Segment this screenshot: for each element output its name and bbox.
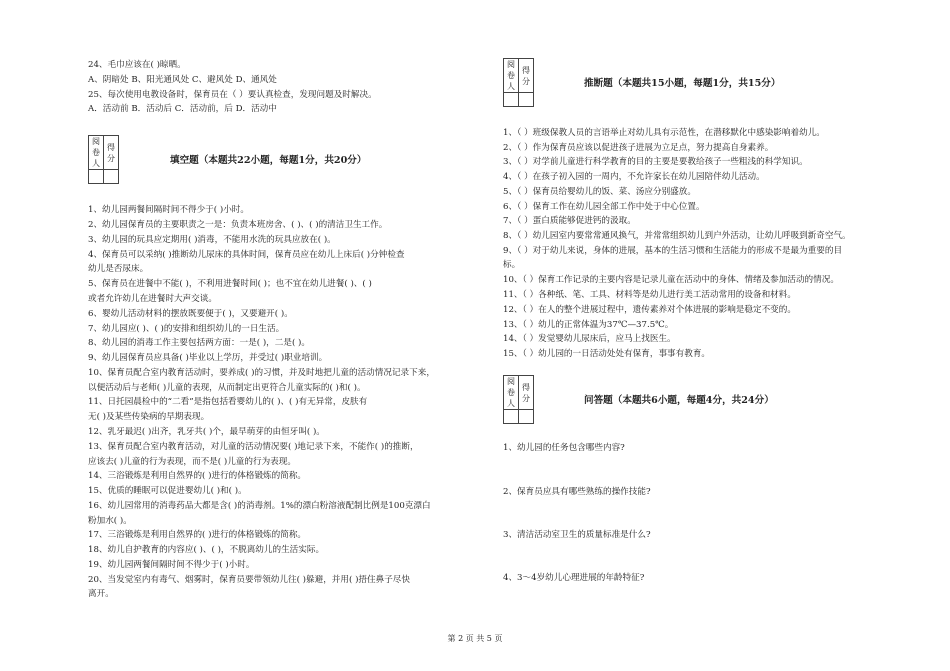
score-box-qa (503, 375, 534, 424)
judge-line: 9、（ ）对于幼儿来说，身体的进展，基本的生活习惯和生活能力的形成不是最为重要的目 (503, 246, 843, 256)
judge-line: 10、（ ）保育工作记录的主要内容是记录儿童在活动中的身体、情绪及参加活动的情况。 (503, 275, 839, 285)
fill-line: 或者允许幼儿在进餐时大声交谈。 (88, 294, 217, 304)
fill-line: 19、幼儿园两餐间隔时间不得少于( )小时。 (88, 560, 255, 570)
fill-line: 3、幼儿园的玩具应定期用( )消毒，不能用水洗的玩具应放在( )。 (88, 235, 336, 245)
qa-line: 4、3～4岁幼儿心理进展的年龄特征? (503, 573, 645, 583)
score-label: 得分 (519, 59, 534, 93)
reviewer-label: 阅卷人 (504, 376, 519, 410)
fill-line: 10、保育员配合室内教育活动时，要养成( )的习惯，并及时地把儿童的活动情况记录下来， (88, 368, 435, 378)
judge-line: 4、（ ）在孩子初入园的一周内，不允许家长在幼儿园陪伴幼儿活动。 (503, 172, 765, 182)
score-box-judge (503, 58, 534, 107)
fill-line: 13、保育员配合室内教育活动，对儿童的活动情况要( )地记录下来，不能作( )的推断， (88, 442, 419, 452)
score-box-fill (88, 135, 119, 184)
qa-line: 2、保育员应具有哪些熟练的操作技能? (503, 487, 651, 497)
fill-line: 应该去( )儿童的行为表现，而不是( )儿童的行为表现。 (88, 457, 296, 467)
judge-line: 6、（ ）保育工作在幼儿园全部工作中处于中心位置。 (503, 202, 705, 212)
judge-line: 5、（ ）保育员给婴幼儿的饭、菜、汤应分别盛放。 (503, 187, 696, 197)
fill-line: 14、三浴锻炼是利用自然界的( )进行的体格锻炼的简称。 (88, 471, 307, 481)
score-cell[interactable] (519, 410, 534, 424)
fill-line: 离开。 (88, 589, 114, 599)
fill-line: 12、乳牙最迟( )出齐，乳牙共( )个，最早萌芽的由恒牙叫( )。 (88, 427, 325, 437)
fill-line: 18、幼儿自护教育的内容应( )、( )，不脱离幼儿的生活实际。 (88, 545, 325, 555)
fill-line: 幼儿是否尿床。 (88, 264, 149, 274)
fill-line: 2、幼儿园保育员的主要职责之一是：负责本班房舍、( )、( )的清洁卫生工作。 (88, 220, 388, 230)
judge-line: 1、（ ）班级保教人员的言语举止对幼儿具有示范性，在潜移默化中感染影响着幼儿。 (503, 128, 825, 138)
fill-line: 1、幼儿园两餐间隔时间不得少于( )小时。 (88, 205, 249, 215)
question-25: 25、每次使用电教设备时，保育员在（ ）要认真检查，发现问题及时解决。 (88, 90, 377, 100)
fill-line: 8、幼儿园的消毒工作主要包括两方面：一是( )，二是( )。 (88, 338, 310, 348)
score-cell[interactable] (519, 93, 534, 107)
section-title-fill: 填空题（本题共22小题，每题1分，共20分） (170, 155, 367, 166)
score-label: 得分 (519, 376, 534, 410)
reviewer-label: 阅卷人 (89, 136, 104, 170)
reviewer-cell[interactable] (89, 170, 104, 184)
judge-line: 12、（ ）在人的整个进展过程中，遗传素养对个体进展的影响是稳定不变的。 (503, 305, 796, 315)
reviewer-label: 阅卷人 (504, 59, 519, 93)
fill-line: 11、日托园晨检中的“二看”是指包括看婴幼儿的( )、( )有无异常，皮肤有 (88, 397, 368, 407)
score-cell[interactable] (104, 170, 119, 184)
fill-line: 5、保育员在进餐中不能( )，不利用进餐时间( )；也不宜在幼儿进餐( )、( ) (88, 279, 372, 289)
section-title-qa: 问答题（本题共6小题，每题4分，共24分） (584, 395, 774, 406)
fill-line: 粉加水( )。 (88, 516, 132, 526)
fill-line: 7、幼儿园应( )、( )的安排和组织幼儿的一日生活。 (88, 324, 285, 334)
judge-line: 标。 (503, 260, 521, 270)
fill-line: 17、三浴锻炼是利用自然界的( )进行的体格锻炼的简称。 (88, 530, 307, 540)
page-footer: 第 2 页 共 5 页 (447, 634, 503, 643)
question-24-options: A、阴暗处 B、阳光通风处 C、避风处 D、通风处 (88, 75, 277, 85)
section-title-judge: 推断题（本题共15小题，每题1分，共15分） (584, 78, 781, 89)
judge-line: 14、（ ）发觉婴幼儿尿床后，应马上找医生。 (503, 334, 676, 344)
fill-line: 9、幼儿园保育员应具备( )毕业以上学历，并受过( )职业培训。 (88, 353, 328, 363)
reviewer-cell[interactable] (504, 93, 519, 107)
fill-line: 20、当发觉室内有毒气、烟雾时，保育员要带领幼儿往( )躲避，并用( )捂住鼻子尽快 (88, 575, 410, 585)
judge-line: 7、（ ）蛋白质能够促进钙的汲取。 (503, 216, 636, 226)
judge-line: 15、（ ）幼儿园的一日活动处处有保育，事事有教育。 (503, 349, 711, 359)
fill-line: 无( )及某些传染病的早期表现。 (88, 412, 210, 422)
fill-line: 6、婴幼儿活动材料的摆放既要便于( )，又要避开( )。 (88, 309, 293, 319)
fill-line: 以便活动后与老师( )儿童的表现，从而制定出更符合儿童实际的( )和( )。 (88, 383, 366, 393)
fill-line: 15、优质的睡眠可以促进婴幼儿( )和( )。 (88, 486, 247, 496)
qa-line: 3、清洁活动室卫生的质量标准是什么? (503, 530, 651, 540)
question-25-options: A．活动前 B．活动后 C．活动前，后 D．活动中 (88, 104, 277, 114)
judge-line: 13、（ ）幼儿的正常体温为37℃—37.5℃。 (503, 320, 674, 330)
judge-line: 11、（ ）各种纸、笔、工具、材料等是幼儿进行美工活动常用的设备和材料。 (503, 290, 796, 300)
score-label: 得分 (104, 136, 119, 170)
reviewer-cell[interactable] (504, 410, 519, 424)
fill-line: 4、保育员可以采纳( )推断幼儿尿床的具体时间，保育员应在幼儿上床后( )分钟检查 (88, 250, 405, 260)
fill-line: 16、幼儿园常用的消毒药品大都是含( )的消毒剂。1%的漂白粉溶液配制比例是100克漂白 (88, 501, 431, 511)
qa-line: 1、幼儿园的任务包含哪些内容? (503, 443, 625, 453)
judge-line: 2、（ ）作为保育员应该以促进孩子进展为立足点，努力提高自身素养。 (503, 143, 774, 153)
judge-line: 3、（ ）对学前儿童进行科学教育的目的主要是要教给孩子一些粗浅的科学知识。 (503, 157, 808, 167)
judge-line: 8、（ ）幼儿园室内要常常通风换气，并常常组织幼儿到户外活动，让幼儿呼吸到新奇空气。 (503, 231, 851, 241)
question-24: 24、毛巾应该在( )晾晒。 (88, 60, 186, 70)
